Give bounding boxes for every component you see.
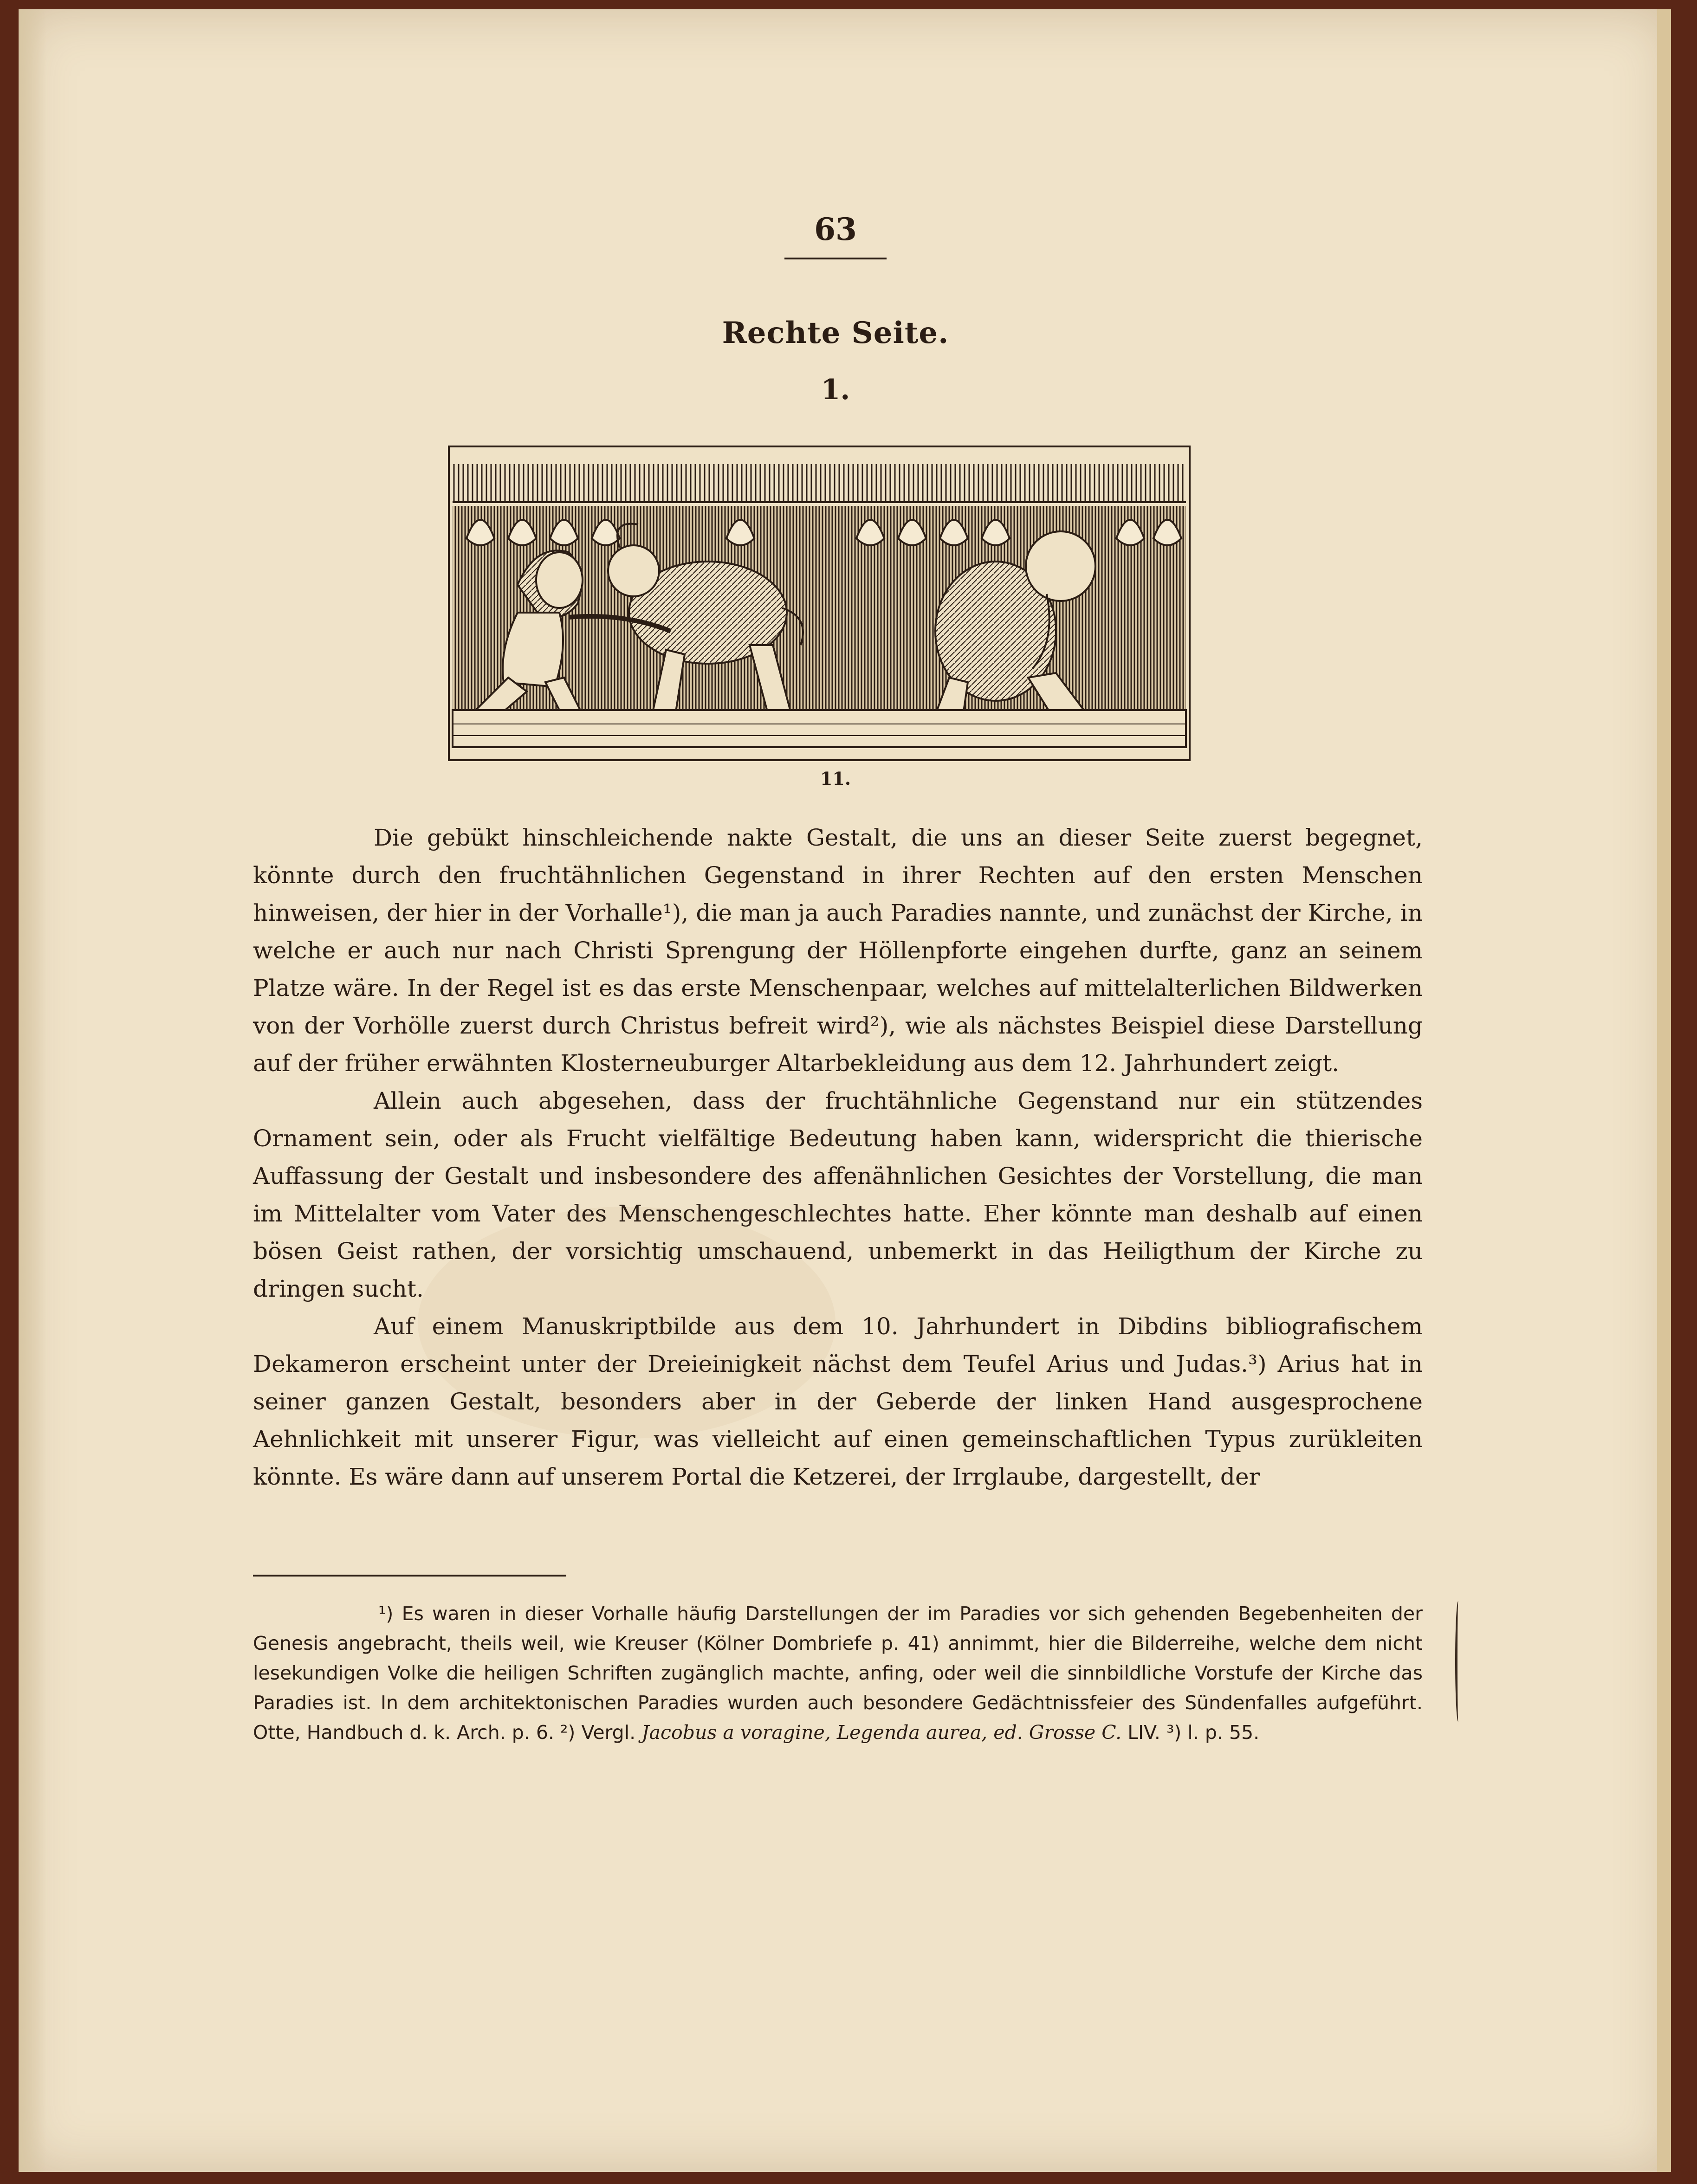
page-number: 63 [814, 211, 857, 247]
page-edge [1657, 9, 1671, 2172]
footnote-tail: LIV. ³) l. p. 55. [1121, 1721, 1260, 1744]
section-number: 1. [821, 374, 850, 406]
page-number-rule [784, 258, 887, 259]
paragraph-2: Allein auch abgesehen, dass der fruchtähnliche Gegenstand nur ein stützendes Ornament sein, oder als Frucht vielfältige Bedeutung haben kann, widerspricht die thierische Auffassung der Gestalt und insbesondere des affenähnlichen Gesichtes der Vorstellung, die man im Mittelalter vom Vater des Menschengeschlechtes hatte. Eher könnte man deshalb auf einen bösen Geist rathen, der vorsichtig umschauend, unbemerkt in das Heiligthum der Kirche zu dringen sucht. [253, 1087, 1423, 1302]
relief-engraving [448, 446, 1191, 761]
bottom-plinth [453, 710, 1186, 747]
paragraph-3: Auf einem Manuskriptbilde aus dem 10. Jahrhundert in Dibdins bibliografischem Dekameron erscheint unter der Dreieinigkeit nächst dem Teufel Arius und Judas.³) Arius hat in seiner ganzen Gestalt, besonders aber in der Geberde der linken Hand ausgesprochene Aehnlichkeit mit unserer Figur, was vielleicht auf einen gemeinschaftlichen Typus zurükleiten könnte. Es wäre dann auf unserem Portal die Ketzerei, der Irrglaube, dargestellt, der [253, 1313, 1423, 1490]
footnote-main: ¹) Es waren in dieser Vorhalle häufig Darstellungen der im Paradies vor sich gehenden Begebenheiten der Genesis angebracht, theils weil, wie Kreuser (Kölner Dombriefe p. 41) annimmt, hier die Bilderreihe, welche dem nicht lesekundigen Volke die heiligen Schriften zugänglich machte, anfing, oder weil die sinnbildliche Vorstufe der Kirche das Paradies ist. In dem architektonischen Paradies wurden auch besondere Gedächtnissfeier des Sündenfalles aufgeführt. Otte, Handbuch d. k. Arch. p. 6. ²) Vergl. [253, 1602, 1423, 1744]
footnotes [253, 1599, 1423, 1747]
footnote-block [253, 1599, 1423, 1747]
page-gutter-shadow [19, 9, 46, 2172]
body-text [253, 819, 1423, 1496]
top-cornice [453, 464, 1186, 501]
paragraph-1: Die gebükt hinschleichende nakte Gestalt, die uns an dieser Seite zuerst begegnet, könnte durch den fruchtähnlichen Gegenstand in ihrer Rechten auf den ersten Menschen hinweisen, der hier in der Vorhalle¹), die man ja auch Paradies nannte, und zunächst der Kirche, in welche er auch nur nach Christi Sprengung der Höllenpforte eingehen durfte, ganz an seinem Platze wäre. In der Regel ist es das erste Menschenpaar, welches auf mittelalterlichen Bildwerken von der Vorhölle zuerst durch Christus befreit wird²), wie als nächstes Beispiel diese Darstellung auf der früher erwähnten Klosterneuburger Altarbekleidung aus dem 12. Jahrhundert zeigt. [253, 824, 1423, 1077]
footnote-rule [253, 1575, 566, 1577]
section-title: Rechte Seite. [722, 316, 949, 350]
margin-pencil-mark [1455, 1601, 1461, 1722]
figure-label: 11. [820, 768, 851, 789]
footnote-citation-italic: Jacobus a voragine, Legenda aurea, ed. Grosse C. [641, 1721, 1122, 1744]
